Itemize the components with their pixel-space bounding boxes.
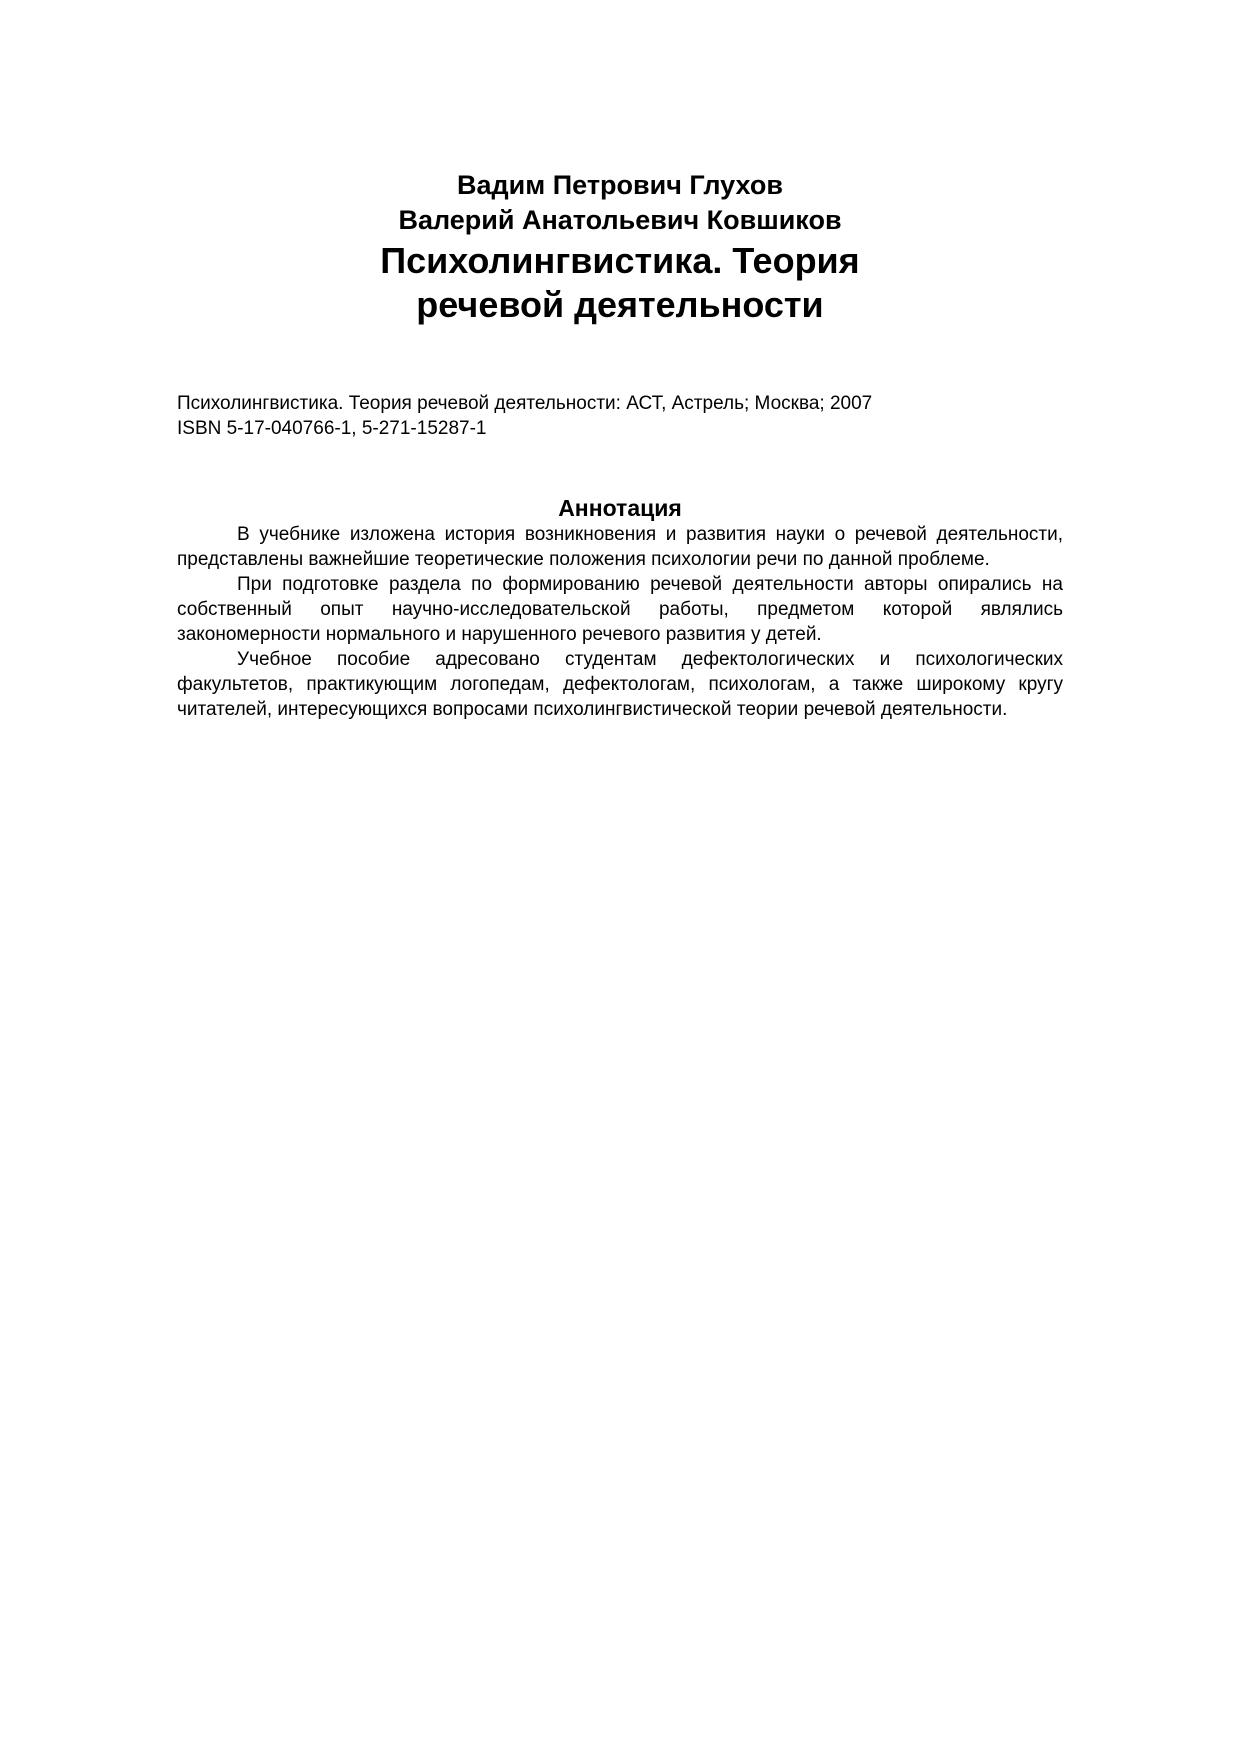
- book-title-line: Психолингвистика. Теория: [380, 240, 860, 281]
- publication-details: Психолингвистика. Теория речевой деятельности: АСТ, Астрель; Москва; 2007: [177, 393, 873, 414]
- annotation-heading: Аннотация: [558, 495, 682, 521]
- authors-block: [177, 168, 1063, 238]
- isbn: ISBN 5-17-040766-1, 5-271-15287-1: [177, 418, 487, 439]
- annotation-body: [177, 522, 1063, 722]
- page-content: [177, 168, 1063, 722]
- book-title: [177, 239, 1063, 327]
- book-title-line: речевой деятельности: [416, 284, 824, 325]
- annotation-paragraph: Учебное пособие адресовано студентам дефектологических и психологических факультетов, практикующим логопедам, дефектологам, психологам, а также широкому кругу читателей, интересующихся вопросами психолингвистической теории речевой деятельности.: [177, 649, 1063, 720]
- author-name: Вадим Петрович Глухов: [457, 170, 783, 200]
- publication-info: [177, 391, 1063, 441]
- annotation-paragraph: При подготовке раздела по формированию речевой деятельности авторы опирались на собственный опыт научно-исследовательской работы, предметом которой являлись закономерности нормального и нарушенного речевого развития у детей.: [177, 574, 1063, 645]
- author-name: Валерий Анатольевич Ковшиков: [398, 205, 842, 235]
- annotation-paragraph: В учебнике изложена история возникновения и развития науки о речевой деятельности, представлены важнейшие теоретические положения психологии речи по данной проблеме.: [177, 524, 1063, 570]
